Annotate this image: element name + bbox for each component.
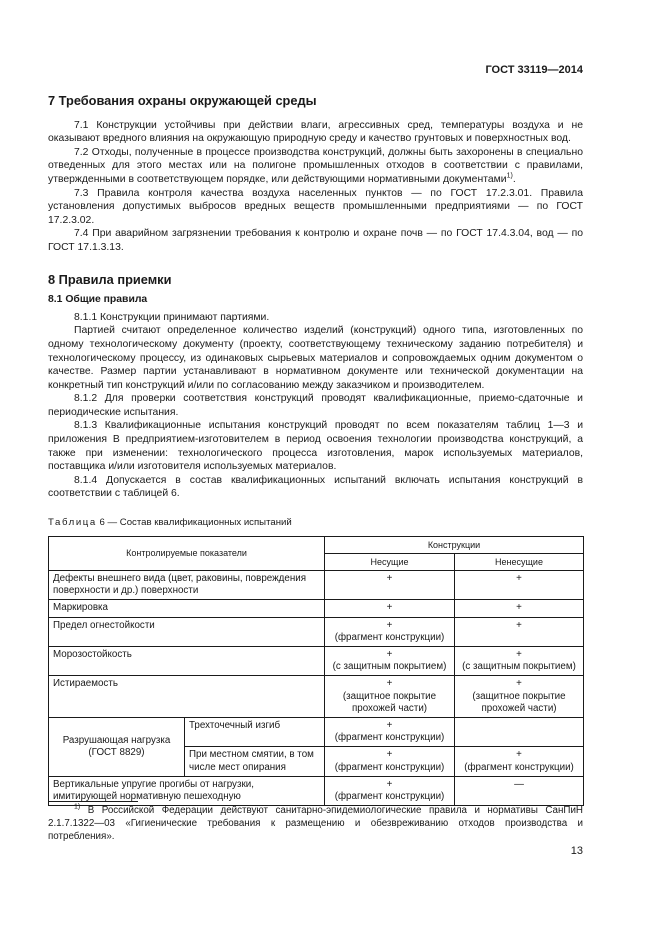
- row-label-group: Разрушающая нагрузка (ГОСТ 8829): [49, 718, 185, 777]
- cell-bearing: +: [325, 571, 455, 600]
- paragraph-7-2-text: 7.2 Отходы, полученные в процессе производства конструкций, должны быть захоронены в специально отведенных для этого местах или на полигоне промышленных отходов в соответствии с правилами, утвержденными в соответствующем порядке, или действующими нормативными документами: [48, 146, 583, 185]
- cell-bearing: [325, 718, 455, 747]
- paragraph-8-1-2: 8.1.2 Для проверки соответствия конструкций проводят квалификационные, приемо-сдаточные и периодические испытания.: [48, 393, 583, 418]
- table-header-row: [49, 536, 584, 553]
- paragraph-7-2: 7.2 Отходы, полученные в процессе производства конструкций, должны быть захоронены в специально отведенных для этого местах или на полигоне промышленных отходов в соответствии с правилами, утвержденными в соответствующем порядке, или действующими нормативными документами$^{1)}$.: [48, 146, 583, 185]
- row-label: Предел огнестойкости: [49, 617, 325, 646]
- row-sublabel: При местном смятии, в том числе мест опирания: [185, 747, 325, 776]
- row-label: Морозостойкость: [49, 647, 325, 676]
- cell-bearing: [325, 617, 455, 646]
- section-8-title: 8 Правила приемки: [48, 271, 172, 287]
- cell-bearing: [325, 676, 455, 718]
- cell-non-bearing: [455, 718, 584, 747]
- paragraph-8-1-3: 8.1.3 Квалификационные испытания конструкций проводят по всем показателям таблиц 1—3 и приложения В предприятием-изготовителем в период освоения технологии производства конструкций, а также при изменении: технологического процесса изготовления, марок используемых материалов, поставщика и/или изготовителя используемых материалов.: [48, 420, 583, 473]
- page-number: 13: [570, 845, 583, 857]
- cell-bearing: [325, 747, 455, 776]
- cell-mark: +: [386, 778, 393, 790]
- footnote-divider: [48, 801, 138, 802]
- row-label: Дефекты внешнего вида (цвет, раковины, повреждения поверхности и др.) поверхности: [49, 571, 325, 600]
- header-bearing: Несущие: [325, 553, 455, 570]
- cell-note: (фрагмент конструкции): [334, 761, 445, 773]
- table-caption-label: Таблица: [48, 517, 97, 529]
- footnote-ref: 1): [506, 172, 513, 180]
- table-row: [49, 571, 584, 600]
- cell-mark: +: [386, 749, 393, 761]
- footnote-body: В Российской Федерации действуют санитарно-эпидемиологические правила и нормативы СанПиН 2.1.7.1322—03 «Гигиенические требования к размещению и обезвреживанию отходов производства и потребления».: [48, 805, 583, 842]
- cell-non-bearing: [455, 647, 584, 676]
- cell-note: (с защитным покрытием): [332, 661, 447, 673]
- footnote: [48, 801, 583, 843]
- cell-bearing: +: [325, 600, 455, 617]
- cell-mark: +: [516, 649, 522, 661]
- cell-note: (фрагмент конструкции): [334, 732, 445, 744]
- header-non-bearing: Ненесущие: [455, 553, 584, 570]
- table-row: [49, 718, 584, 747]
- cell-non-bearing: —: [455, 776, 584, 805]
- paragraph-8-1-1: 8.1.1 Конструкции принимают партиями.: [74, 311, 270, 323]
- cell-non-bearing: [455, 676, 584, 718]
- cell-non-bearing: +: [455, 571, 584, 600]
- table-caption-title: 6 — Состав квалификационных испытаний: [99, 517, 292, 529]
- paragraph-7-1: 7.1 Конструкции устойчивы при действии влаги, агрессивных сред, температуры воздуха и не оказывают вредного влияния на окружающую природную среду и качество грунтовых и поверхностных вод.: [48, 119, 583, 145]
- table-row: [49, 647, 584, 676]
- cell-note: (фрагмент конструкции): [334, 791, 445, 803]
- paragraph-7-3: 7.3 Правила контроля качества воздуха населенных пунктов — по ГОСТ 17.2.3.01. Правила установления допустимых выбросов вредных веществ промышленными предприятиями — по ГОСТ 17.2.3.02.: [48, 187, 583, 226]
- standard-code: ГОСТ 33119—2014: [485, 64, 583, 76]
- row-label: Маркировка: [49, 600, 325, 617]
- footnote-text: [48, 804, 583, 843]
- cell-non-bearing: +: [455, 600, 584, 617]
- row-sublabel: Трехточечный изгиб: [185, 718, 325, 747]
- paragraph-8-1-4: 8.1.4 Допускается в состав квалификационных испытаний включать испытания конструкций в соответствии с таблицей 6.: [48, 474, 583, 500]
- footnote-mark: 1): [74, 803, 81, 811]
- cell-mark: +: [516, 749, 522, 761]
- qualification-tests-table: [48, 536, 584, 807]
- cell-mark: +: [386, 619, 393, 631]
- row-label: Вертикальные упругие прогибы от нагрузки, имитирующей нормативную пешеходную: [49, 776, 325, 805]
- cell-note: (защитное покрытие прохожей части): [342, 690, 437, 714]
- cell-note: (фрагмент конструкции): [334, 631, 445, 643]
- section-7-title: 7 Требования охраны окружающей среды: [48, 93, 317, 108]
- table-row: [49, 617, 584, 646]
- cell-mark: +: [386, 678, 393, 690]
- cell-note: (защитное покрытие прохожей части): [472, 690, 566, 714]
- cell-non-bearing: [455, 747, 584, 776]
- header-constructions: Конструкции: [325, 536, 584, 553]
- cell-note: (фрагмент конструкции): [464, 761, 574, 773]
- cell-bearing: [325, 647, 455, 676]
- cell-mark: +: [386, 649, 393, 661]
- cell-non-bearing: +: [455, 617, 584, 646]
- cell-mark: +: [386, 720, 393, 732]
- cell-mark: +: [516, 678, 522, 690]
- table-caption: [48, 516, 583, 530]
- paragraph-7-4: 7.4 При аварийном загрязнении требования к контролю и охране почв — по ГОСТ 17.4.3.04, вод — по ГОСТ 17.1.3.13.: [48, 228, 583, 253]
- table-row: [49, 600, 584, 617]
- table-row: [49, 676, 584, 718]
- paragraph-batch-definition: Партией считают определенное количество изделий (конструкций) одного типа, изготовленных по одному технологическому документу (проекту, соответствующему техническому заданию потребителя) и технологическому процессу, из одинаковых сырьевых материалов и сопровождаемых одним документом о качестве. Размер партии устанавливают в нормативном документе или технической документации на конкретный тип конструкций и/или по согласованию между заказчиком и производителем.: [48, 325, 583, 391]
- subsection-8-1-title: 8.1 Общие правила: [48, 294, 148, 306]
- main-content: [48, 92, 583, 806]
- cell-note: (с защитным покрытием): [462, 661, 576, 673]
- row-label: Истираемость: [49, 676, 325, 718]
- header-indicators: Контролируемые показатели: [49, 536, 325, 570]
